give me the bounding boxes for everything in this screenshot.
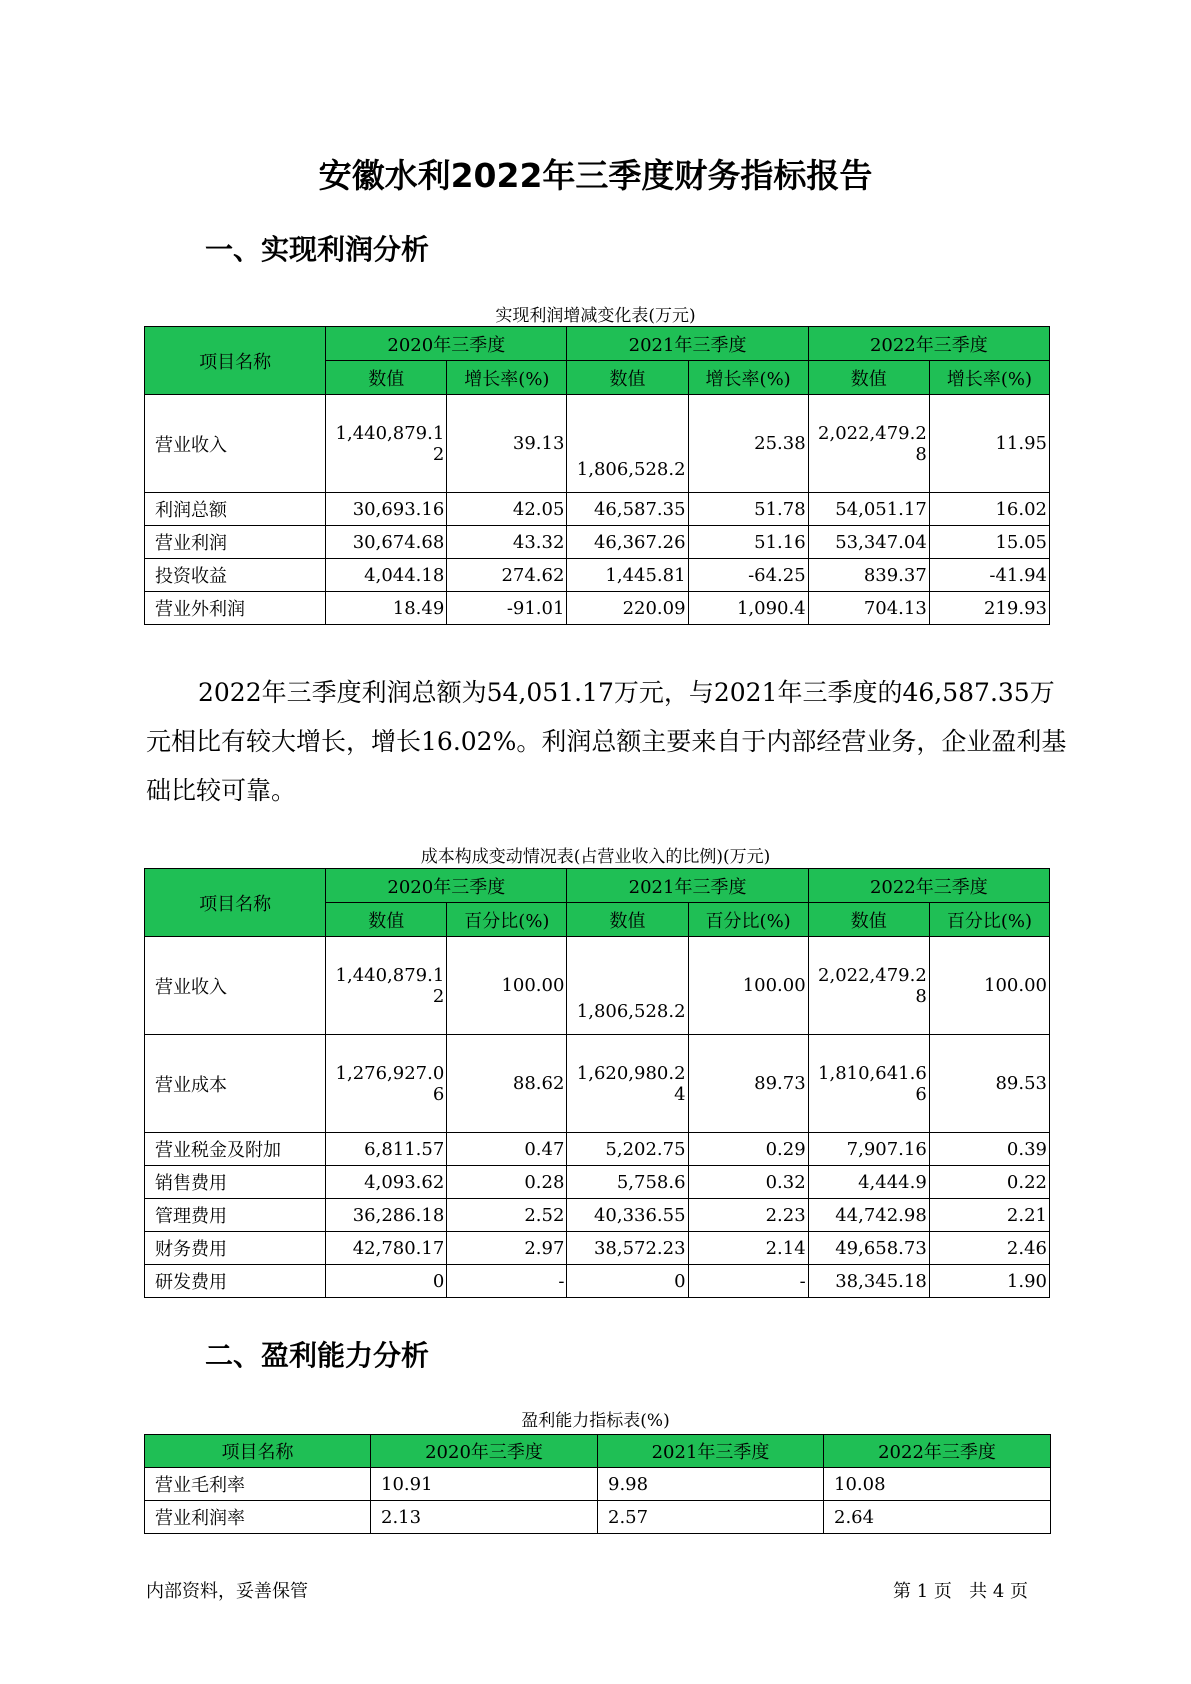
table2-caption: 成本构成变动情况表(占营业收入的比例)(万元)	[420, 847, 771, 867]
row-label: 销售费用	[145, 1166, 326, 1199]
row-label: 财务费用	[145, 1232, 326, 1265]
table-cell: 839.37	[808, 559, 929, 592]
table-cell: 1,440,879.12	[326, 395, 447, 493]
table-cell: 46,587.35	[567, 493, 688, 526]
table-row	[145, 395, 1050, 493]
table3-header: 项目名称	[145, 1435, 371, 1468]
table-cell: 18.49	[326, 592, 447, 625]
row-label: 营业收入	[145, 395, 326, 493]
table-cell: 704.13	[808, 592, 929, 625]
table-cell: 10.08	[824, 1468, 1051, 1501]
table-cell: 1,620,980.24	[567, 1035, 688, 1133]
table-cell: 42.05	[447, 493, 567, 526]
table-cell: 219.93	[929, 592, 1049, 625]
table-cell: 2.97	[447, 1232, 567, 1265]
row-label: 研发费用	[145, 1265, 326, 1298]
table-row	[145, 493, 1050, 526]
row-label: 营业利润率	[145, 1501, 371, 1534]
table2-sub-header: 百分比(%)	[929, 903, 1049, 937]
table-cell: 2.13	[371, 1501, 598, 1534]
table-row	[145, 1468, 1051, 1501]
table-cell: 10.91	[371, 1468, 598, 1501]
row-label: 营业利润	[145, 526, 326, 559]
table-cell: 53,347.04	[808, 526, 929, 559]
table-cell: -	[688, 1265, 808, 1298]
table-row	[145, 1265, 1050, 1298]
table1-sub-header: 数值	[326, 361, 447, 395]
table-cell: 1,806,528.2	[567, 937, 688, 1035]
table-row	[145, 1035, 1050, 1133]
total-label: 共	[969, 1581, 988, 1602]
table2-period-header: 2022年三季度	[808, 869, 1049, 903]
table2-item-header: 项目名称	[145, 869, 326, 937]
table3-header: 2021年三季度	[598, 1435, 824, 1468]
page-number: 1	[916, 1581, 929, 1602]
table-cell: 4,093.62	[326, 1166, 447, 1199]
table-cell: 6,811.57	[326, 1133, 447, 1166]
paragraph-text: 2022年三季度利润总额为54,051.17万元，与2021年三季度的46,587.35万元相比有较大增长，增长16.02%。利润总额主要来自于内部经营业务，企业盈利基础比较可靠。	[146, 678, 1067, 805]
table-cell: 2.57	[598, 1501, 824, 1534]
row-label: 营业税金及附加	[145, 1133, 326, 1166]
table-cell: 11.95	[929, 395, 1049, 493]
table-cell: 44,742.98	[808, 1199, 929, 1232]
table2-period-header: 2021年三季度	[567, 869, 808, 903]
table1-sub-header: 增长率(%)	[447, 361, 567, 395]
table-cell: 2.23	[688, 1199, 808, 1232]
table-row	[145, 592, 1050, 625]
table-cell: 0.39	[929, 1133, 1049, 1166]
table-cell: 2.52	[447, 1199, 567, 1232]
table-cell: 7,907.16	[808, 1133, 929, 1166]
table-cell: 274.62	[447, 559, 567, 592]
table-cell: 4,444.9	[808, 1166, 929, 1199]
table1-sub-header: 数值	[567, 361, 688, 395]
total-label: 页	[1010, 1581, 1029, 1602]
table-cell: 51.78	[688, 493, 808, 526]
total-pages: 4	[992, 1581, 1005, 1602]
table-cell: 0.47	[447, 1133, 567, 1166]
table-cell: 36,286.18	[326, 1199, 447, 1232]
table-row	[145, 1199, 1050, 1232]
table-cell: 51.16	[688, 526, 808, 559]
table1-item-header: 项目名称	[145, 327, 326, 395]
table3-header: 2022年三季度	[824, 1435, 1051, 1468]
table-row	[145, 1232, 1050, 1265]
table1-sub-header: 增长率(%)	[688, 361, 808, 395]
table-cell: 1,806,528.2	[567, 395, 688, 493]
row-label: 投资收益	[145, 559, 326, 592]
profit-change-table	[144, 326, 1050, 625]
table1-sub-header: 增长率(%)	[929, 361, 1049, 395]
table-cell: -91.01	[447, 592, 567, 625]
table-cell: 5,758.6	[567, 1166, 688, 1199]
table-cell: -41.94	[929, 559, 1049, 592]
table2-sub-header: 百分比(%)	[447, 903, 567, 937]
row-label: 营业收入	[145, 937, 326, 1035]
table-cell: 2,022,479.28	[808, 395, 929, 493]
table-row	[145, 1501, 1051, 1534]
profitability-table	[144, 1434, 1051, 1534]
table-cell: 38,345.18	[808, 1265, 929, 1298]
table-cell: 89.73	[688, 1035, 808, 1133]
table-cell: 220.09	[567, 592, 688, 625]
table-cell: 1.90	[929, 1265, 1049, 1298]
table-cell: 40,336.55	[567, 1199, 688, 1232]
table2-sub-header: 数值	[326, 903, 447, 937]
table1-period-header: 2022年三季度	[808, 327, 1049, 361]
row-label: 营业成本	[145, 1035, 326, 1133]
table-cell: 2.21	[929, 1199, 1049, 1232]
table2-period-header: 2020年三季度	[326, 869, 567, 903]
table-cell: 0.28	[447, 1166, 567, 1199]
row-label: 利润总额	[145, 493, 326, 526]
table-cell: 9.98	[598, 1468, 824, 1501]
table-cell: 0.29	[688, 1133, 808, 1166]
table-cell: 4,044.18	[326, 559, 447, 592]
table-cell: 2.64	[824, 1501, 1051, 1534]
table-cell: 25.38	[688, 395, 808, 493]
table3-caption: 盈利能力指标表(%)	[521, 1411, 670, 1431]
table-cell: -	[447, 1265, 567, 1298]
table-cell: 2,022,479.28	[808, 937, 929, 1035]
table-cell: 54,051.17	[808, 493, 929, 526]
table-row	[145, 526, 1050, 559]
section-heading-profitability: 二、盈利能力分析	[205, 1339, 430, 1372]
row-label: 营业外利润	[145, 592, 326, 625]
table-cell: 100.00	[688, 937, 808, 1035]
table-row	[145, 559, 1050, 592]
table-cell: 0	[567, 1265, 688, 1298]
section-heading-profit: 一、实现利润分析	[205, 233, 430, 266]
table-cell: 89.53	[929, 1035, 1049, 1133]
table-cell: 38,572.23	[567, 1232, 688, 1265]
table-cell: 30,674.68	[326, 526, 447, 559]
table1-sub-header: 数值	[808, 361, 929, 395]
table-cell: 1,440,879.12	[326, 937, 447, 1035]
table-cell: 88.62	[447, 1035, 567, 1133]
table1-period-header: 2020年三季度	[326, 327, 567, 361]
table-row	[145, 1133, 1050, 1166]
table1-caption: 实现利润增减变化表(万元)	[495, 306, 696, 326]
table-cell: 15.05	[929, 526, 1049, 559]
table2-sub-header: 数值	[567, 903, 688, 937]
footer-pagination	[893, 1577, 1028, 1603]
table-cell: 2.46	[929, 1232, 1049, 1265]
table-cell: 1,090.4	[688, 592, 808, 625]
table-cell: 0.22	[929, 1166, 1049, 1199]
table-cell: 42,780.17	[326, 1232, 447, 1265]
table2-sub-header: 百分比(%)	[688, 903, 808, 937]
page-label: 页	[933, 1581, 952, 1602]
table-row	[145, 937, 1050, 1035]
table-cell: 5,202.75	[567, 1133, 688, 1166]
table-cell: 1,445.81	[567, 559, 688, 592]
row-label: 营业毛利率	[145, 1468, 371, 1501]
table-cell: 0.32	[688, 1166, 808, 1199]
table-cell: -64.25	[688, 559, 808, 592]
cost-structure-table	[144, 868, 1050, 1298]
table3-header: 2020年三季度	[371, 1435, 598, 1468]
table-cell: 49,658.73	[808, 1232, 929, 1265]
report-title: 安徽水利2022年三季度财务指标报告	[318, 156, 873, 195]
table-row	[145, 1166, 1050, 1199]
table-cell: 100.00	[447, 937, 567, 1035]
table2-sub-header: 数值	[808, 903, 929, 937]
row-label: 管理费用	[145, 1199, 326, 1232]
table-cell: 39.13	[447, 395, 567, 493]
table-cell: 46,367.26	[567, 526, 688, 559]
table-cell: 43.32	[447, 526, 567, 559]
table-cell: 16.02	[929, 493, 1049, 526]
table-cell: 100.00	[929, 937, 1049, 1035]
page-label: 第	[893, 1581, 911, 1602]
table-cell: 2.14	[688, 1232, 808, 1265]
footer-confidential: 内部资料，妥善保管	[146, 1581, 308, 1602]
table-cell: 30,693.16	[326, 493, 447, 526]
table1-period-header: 2021年三季度	[567, 327, 808, 361]
table-cell: 1,276,927.06	[326, 1035, 447, 1133]
table-cell: 1,810,641.66	[808, 1035, 929, 1133]
profit-analysis-paragraph	[146, 668, 1076, 815]
table-cell: 0	[326, 1265, 447, 1298]
